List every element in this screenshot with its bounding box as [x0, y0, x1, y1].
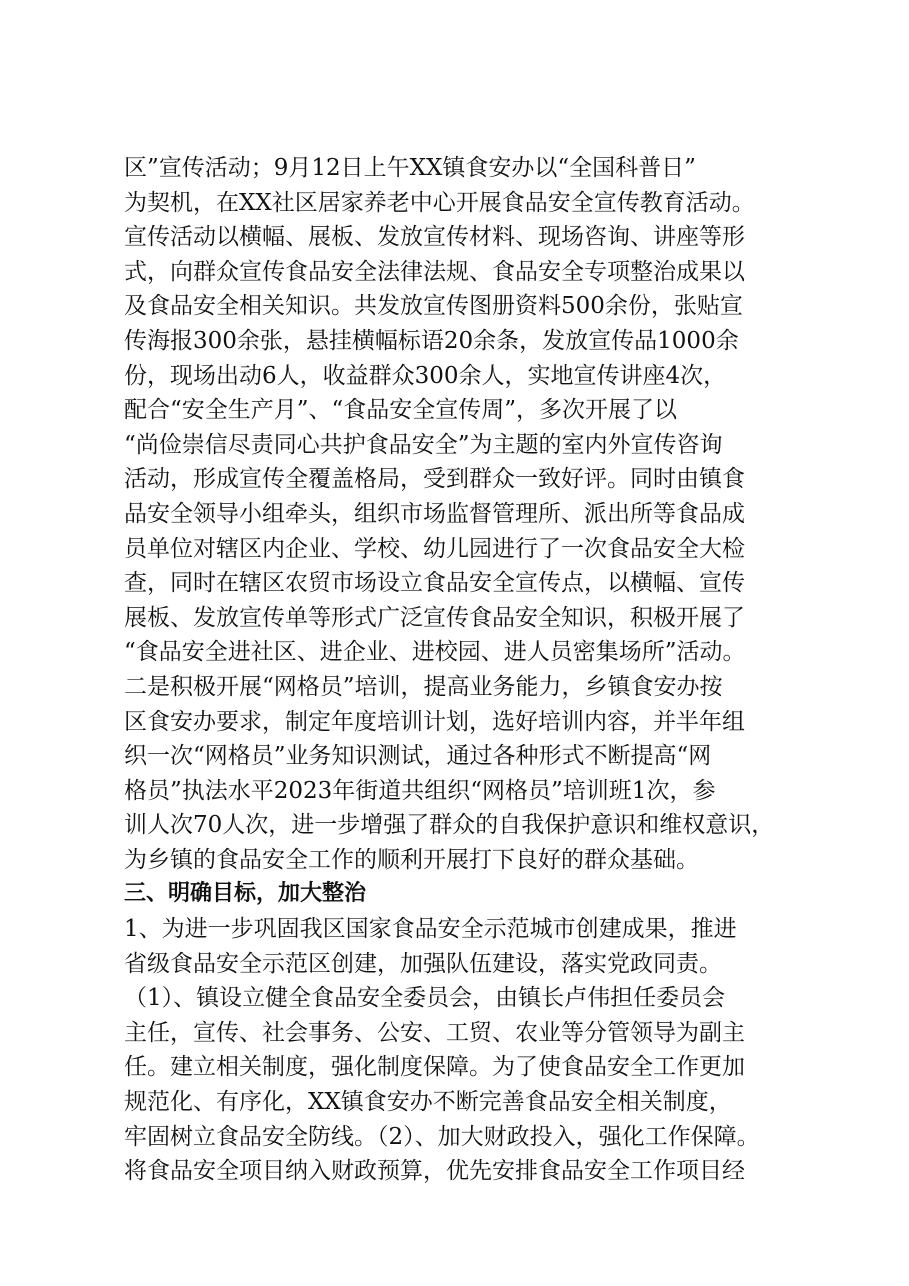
text-line: 份，现场出动6人，收益群众300余人，实地宣传讲座4次，	[124, 362, 727, 389]
text-line: 格员”执法水平2023年街道共组织“网格员”培训班1次，参	[124, 777, 716, 804]
text-line: 省级食品安全示范区创建，加强队伍建设，落实党政同责。	[124, 950, 722, 977]
text-line: 及食品安全相关知识。共发放宣传图册资料500余份，张贴宣	[124, 293, 743, 320]
text-line: 区”宣传活动；9月12日上午XX镇食安办以“全国科普日”	[124, 155, 696, 181]
text-line: “尚俭崇信尽责同心共护食品安全”为主题的室内外宣传咨询	[124, 431, 723, 458]
text-line: 为契机，在XX社区居家养老中心开展食品安全宣传教育活动。	[124, 189, 755, 216]
text-line: 查，同时在辖区农贸市场设立食品安全宣传点，以横幅、宣传	[124, 570, 745, 597]
text-line: 配合“安全生产月”、“食品安全宣传周”，多次开展了以	[124, 397, 678, 424]
text-line: 织一次“网格员”业务知识测试，通过各种形式不断提高“网	[124, 743, 712, 770]
body-text	[124, 151, 824, 1189]
text-line: 宣传活动以横幅、展板、发放宣传材料、现场咨询、讲座等形	[124, 224, 745, 251]
text-line: 品安全领导小组牵头，组织市场监督管理所、派出所等食品成	[124, 500, 745, 527]
text-line: 员单位对辖区内企业、学校、幼儿园进行了一次食品安全大检	[124, 535, 745, 562]
text-line: 牢固树立食品安全防线。（2）、加大财政投入，强化工作保障。	[124, 1123, 760, 1150]
text-line: 训人次70人次，进一步增强了群众的自我保护意识和维权意识，	[124, 812, 775, 839]
text-line: 式，向群众宣传食品安全法律法规、食品安全专项整治成果以	[124, 258, 745, 285]
text-line: （1）、镇设立健全食品安全委员会，由镇长卢伟担任委员会	[124, 985, 726, 1012]
text-line: 为乡镇的食品安全工作的顺利开展打下良好的群众基础。	[124, 846, 699, 873]
text-line: 传海报300余张，悬挂横幅标语20余条，发放宣传品1000余	[124, 327, 739, 354]
text-line: 主任，宣传、社会事务、公安、工贸、农业等分管领导为副主	[124, 1019, 745, 1046]
text-line: 区食安办要求，制定年度培训计划，选好培训内容，并半年组	[124, 708, 745, 735]
text-line: 活动，形成宣传全覆盖格局，受到群众一致好评。同时由镇食	[124, 466, 745, 493]
text-line: 将食品安全项目纳入财政预算，优先安排食品安全工作项目经	[124, 1158, 745, 1185]
text-line: 1、为进一步巩固我区国家食品安全示范城市创建成果，推进	[124, 916, 737, 943]
text-line: 展板、发放宣传单等形式广泛宣传食品安全知识，积极开展了	[124, 604, 745, 631]
section-heading: 三、明确目标，加大整治	[124, 881, 367, 907]
text-line: 二是积极开展“网格员”培训，提高业务能力，乡镇食安办按	[124, 673, 723, 700]
text-line: 任。建立相关制度，强化制度保障。为了使食品安全工作更加	[124, 1054, 745, 1081]
text-line: “食品安全进社区、进企业、进校园、进人员密集场所”活动。	[124, 639, 746, 666]
text-line: 规范化、有序化，XX镇食安办不断完善食品安全相关制度，	[124, 1089, 732, 1116]
